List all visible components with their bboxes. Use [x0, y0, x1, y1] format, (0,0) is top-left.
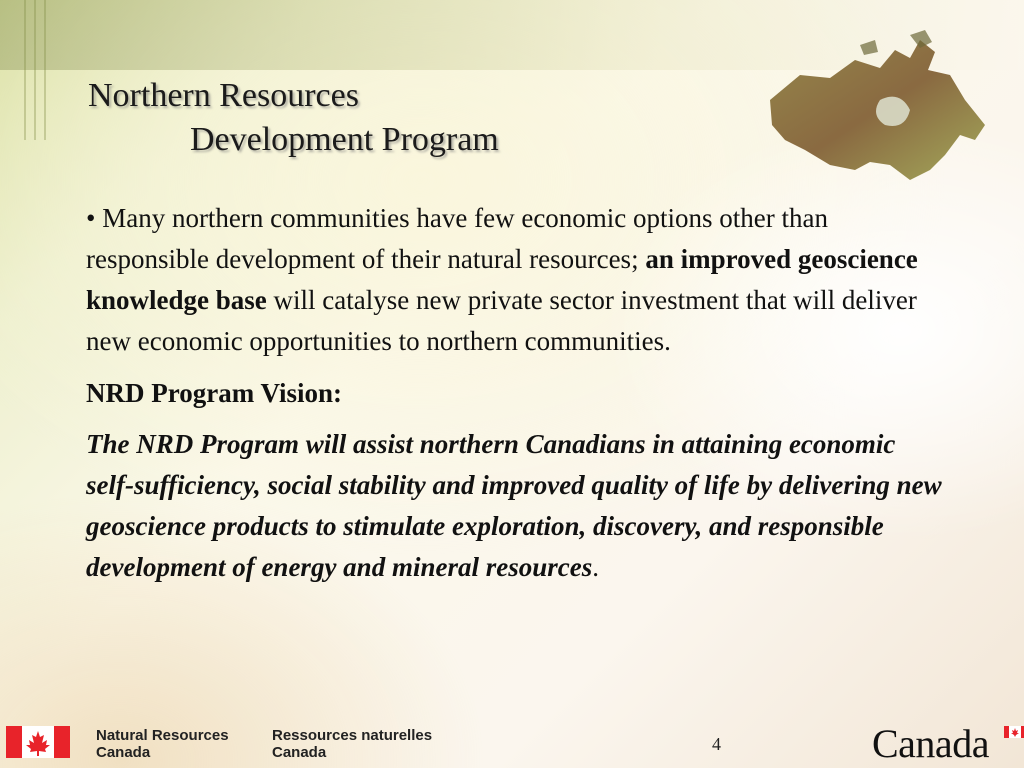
- dept-fr-line1: Ressources naturelles: [272, 727, 433, 744]
- canada-wordmark: [872, 720, 989, 766]
- vision-statement: [86, 424, 946, 588]
- footer: [0, 722, 1024, 768]
- dept-fr-line2: Canada: [272, 744, 327, 761]
- canada-map-image: [760, 30, 1000, 200]
- dept-en-line2: Canada: [96, 744, 151, 761]
- decorative-stripe: [24, 0, 26, 140]
- department-name-english: [96, 727, 229, 761]
- dept-en-line1: Natural Resources: [96, 727, 229, 744]
- slide-body: [86, 198, 946, 588]
- wordmark-text: Canada: [872, 721, 989, 766]
- department-name-french: [272, 727, 432, 761]
- bullet-paragraph: [86, 198, 946, 362]
- slide-title: [88, 74, 499, 162]
- title-line-1: Northern Resources: [88, 77, 359, 114]
- bullet-bold-text: an improved geoscience knowledge base: [86, 244, 918, 315]
- vision-heading: NRD Program Vision:: [86, 378, 342, 408]
- decorative-stripe: [44, 0, 46, 140]
- title-line-2: Development Program: [190, 121, 499, 158]
- vision-text: The NRD Program will assist northern Canadians in attaining economic self-sufficiency, social stability and improved quality of life by delivering new geoscience products to stimulate exploration, discovery, and responsible development of energy and mineral resources: [86, 429, 942, 582]
- page-number: 4: [712, 734, 721, 754]
- wordmark-flag-icon: [1004, 726, 1024, 738]
- vision-period: .: [592, 552, 599, 582]
- canadian-flag-icon: [6, 726, 70, 758]
- decorative-stripe: [34, 0, 36, 140]
- bullet-text-end: will catalyse new private sector investment that will deliver new economic opportunities to northern communities.: [86, 285, 917, 356]
- bullet-text: • Many northern communities have few economic options other than responsible development of their natural resources;: [86, 203, 829, 274]
